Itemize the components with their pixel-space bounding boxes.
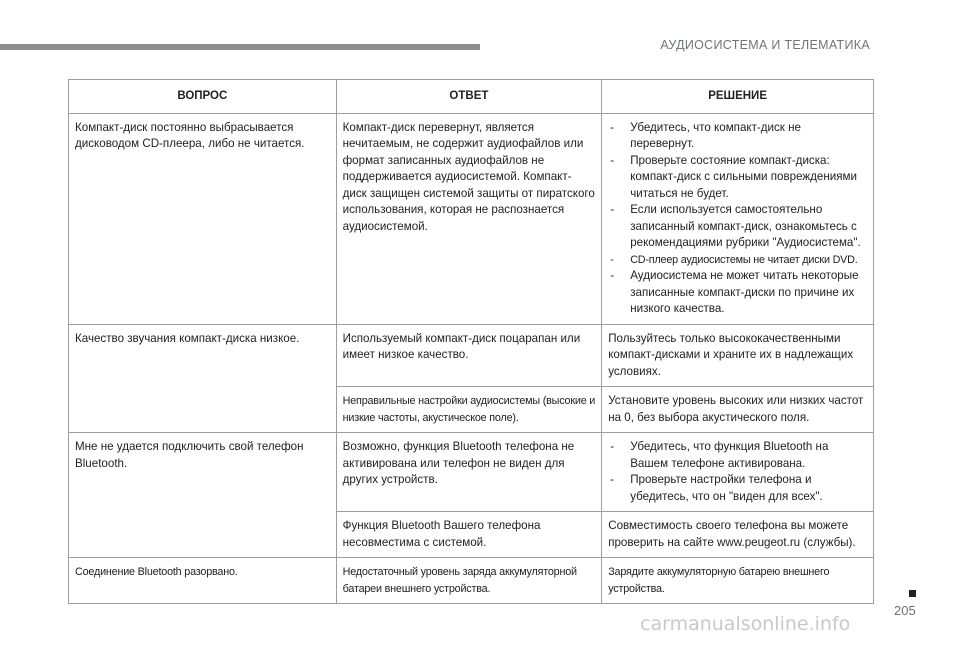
solution-cell bbox=[602, 113, 874, 324]
solution-cell bbox=[602, 433, 874, 512]
table-row bbox=[69, 324, 874, 387]
answer-cell: Возможно, функция Bluetooth телефона не активирована или телефон не виден для других устройств. bbox=[336, 433, 602, 512]
answer-cell: Компакт-диск перевернут, является нечитаемым, не содержит аудиофайлов или формат записанных аудиофайлов не поддерживается аудиосистемой. Компакт-диск защищен системой защиты от пиратского использования, которая не распознается аудиосистемой. bbox=[336, 113, 602, 324]
solution-list bbox=[608, 439, 867, 505]
question-cell: Соединение Bluetooth разорвано. bbox=[69, 558, 337, 604]
column-header-question: ВОПРОС bbox=[69, 80, 337, 114]
solution-item: - Убедитесь, что функция Bluetooth на Вашем телефоне активирована. bbox=[608, 439, 867, 472]
table-header-row bbox=[69, 80, 874, 114]
faq-table bbox=[68, 79, 874, 604]
answer-cell: Функция Bluetooth Вашего телефона несовместима с системой. bbox=[336, 512, 602, 558]
solution-item: - Убедитесь, что компакт-диск не перевернут. bbox=[608, 120, 867, 153]
solution-item: - CD-плеер аудиосистемы не читает диски DVD. bbox=[608, 252, 867, 269]
table-row bbox=[69, 113, 874, 324]
solution-list bbox=[608, 120, 867, 318]
question-cell: Качество звучания компакт-диска низкое. bbox=[69, 324, 337, 433]
answer-cell: Используемый компакт-диск поцарапан или имеет низкое качество. bbox=[336, 324, 602, 387]
table-row bbox=[69, 558, 874, 604]
solution-cell: Установите уровень высоких или низких частот на 0, без выбора акустического поля. bbox=[602, 387, 874, 433]
question-cell: Мне не удается подключить свой телефон Bluetooth. bbox=[69, 433, 337, 558]
section-title: АУДИОСИСТЕМА И ТЕЛЕМАТИКА bbox=[660, 38, 870, 52]
solution-cell: Зарядите аккумуляторную батарею внешнего устройства. bbox=[602, 558, 874, 604]
solution-cell: Совместимость своего телефона вы можете проверить на сайте www.peugeot.ru (службы). bbox=[602, 512, 874, 558]
column-header-answer: ОТВЕТ bbox=[336, 80, 602, 114]
answer-cell: Недостаточный уровень заряда аккумуляторной батареи внешнего устройства. bbox=[336, 558, 602, 604]
watermark: carmanualsonline.info bbox=[640, 613, 851, 635]
table-row bbox=[69, 433, 874, 512]
solution-item: - Проверьте настройки телефона и убедитесь, что он "виден для всех". bbox=[608, 472, 867, 505]
solution-cell: Пользуйтесь только высококачественными компакт-дисками и храните их в надлежащих условиях. bbox=[602, 324, 874, 387]
page-marker-square bbox=[909, 590, 916, 597]
solution-item: - Если используется самостоятельно записанный компакт-диск, ознакомьтесь с рекомендациями рубрики "Аудиосистема". bbox=[608, 202, 867, 252]
question-cell: Компакт-диск постоянно выбрасывается дисководом CD-плеера, либо не читается. bbox=[69, 113, 337, 324]
solution-item: - Аудиосистема не может читать некоторые записанные компакт-диски по причине их низкого качества. bbox=[608, 268, 867, 318]
column-header-solution: РЕШЕНИЕ bbox=[602, 80, 874, 114]
header-bar bbox=[0, 44, 480, 50]
answer-cell: Неправильные настройки аудиосистемы (высокие и низкие частоты, акустическое поле). bbox=[336, 387, 602, 433]
page-number: 205 bbox=[894, 603, 916, 618]
solution-item: - Проверьте состояние компакт-диска: компакт-диск с сильными повреждениями читаться не будет. bbox=[608, 153, 867, 203]
